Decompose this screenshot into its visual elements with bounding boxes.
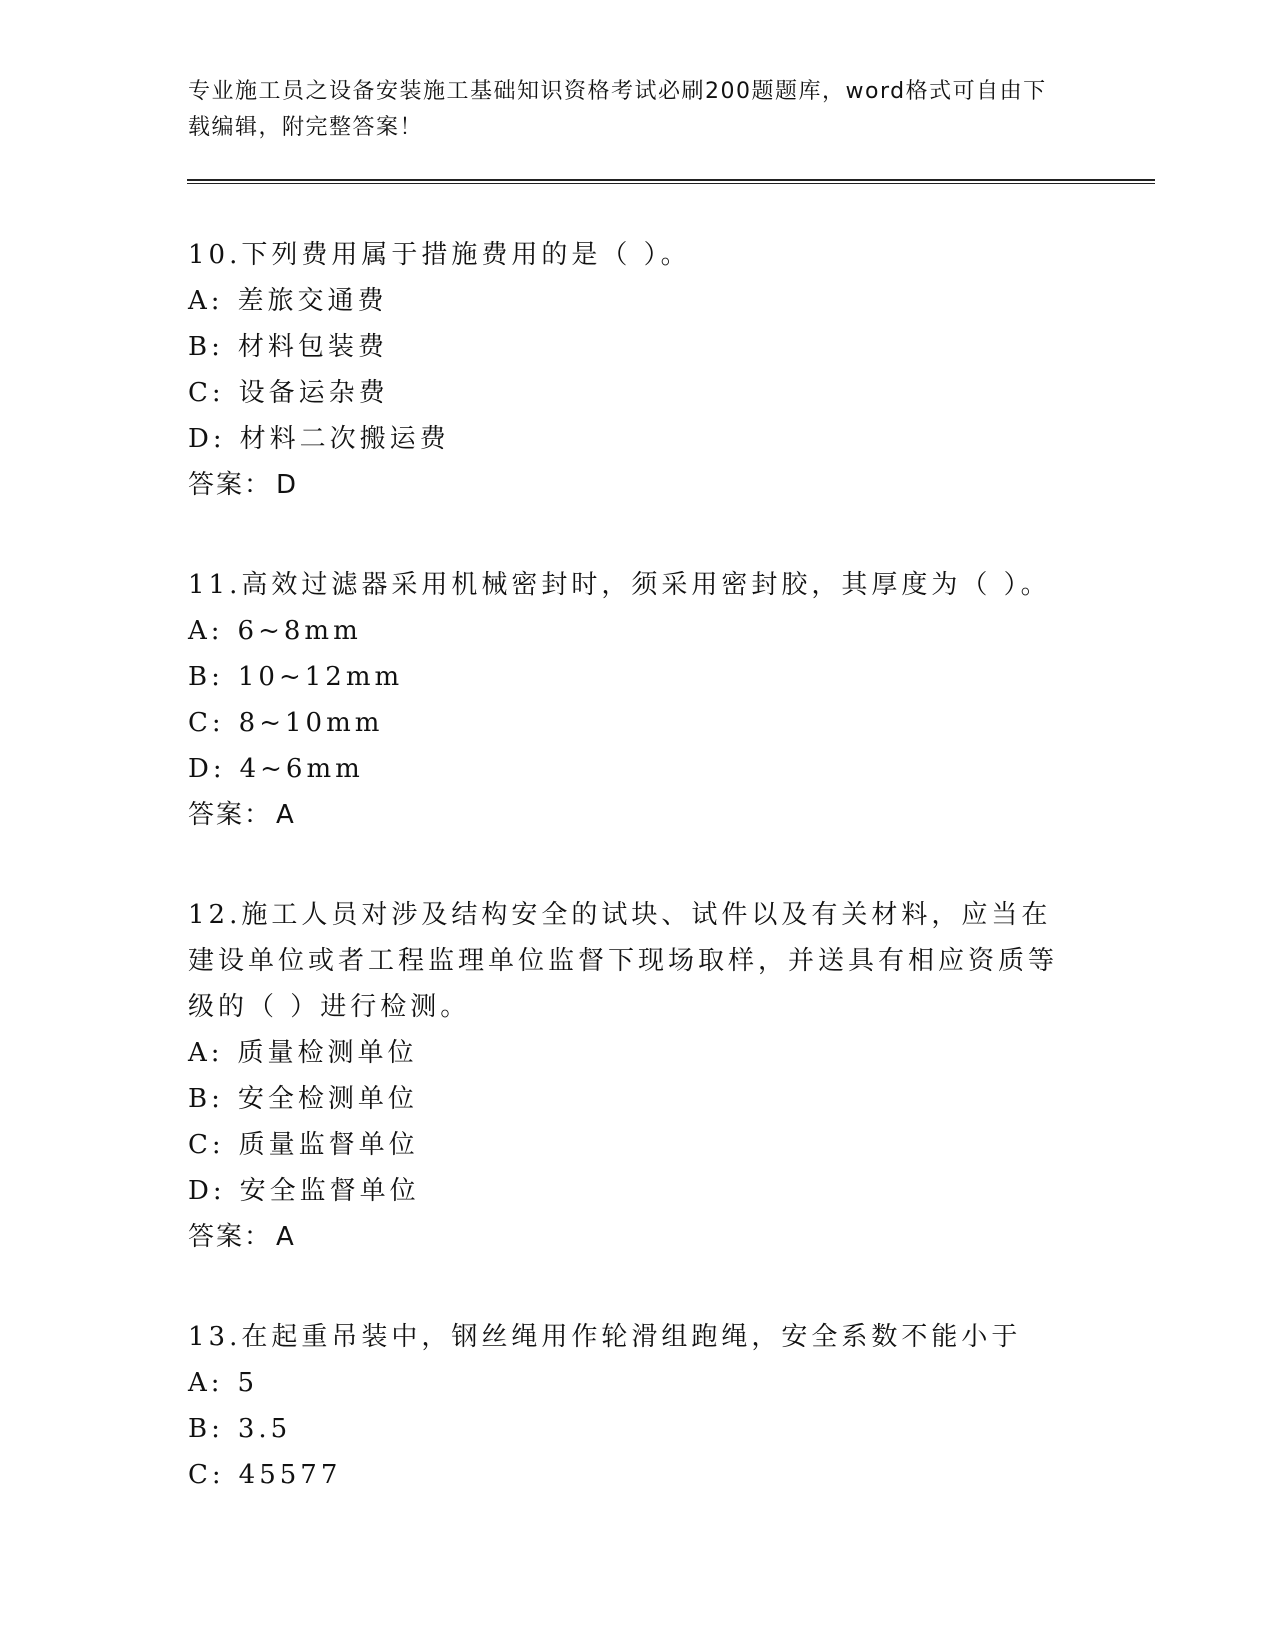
option-text: 3.5 [237, 1414, 292, 1444]
question-stem: 11.高效过滤器采用机械密封时，须采用密封胶，其厚度为（ ）。 [188, 570, 1051, 600]
option-c [188, 370, 1088, 416]
option-letter: A: [188, 1038, 224, 1068]
answer-value: D [276, 470, 299, 500]
question-13 [188, 1314, 1088, 1498]
question-stem: 12.施工人员对涉及结构安全的试块、试件以及有关材料，应当在建设单位或者工程监理单位监督下现场取样，并送具有相应资质等级的（ ）进行检测。 [188, 900, 1059, 1022]
option-letter: D: [188, 424, 226, 454]
answer-value: A [276, 800, 296, 830]
question-list [188, 232, 1088, 1552]
answer-line [188, 1214, 1088, 1260]
answer-value: A [276, 1222, 296, 1252]
option-d [188, 1168, 1088, 1214]
option-text: 5 [237, 1368, 259, 1398]
question-10 [188, 232, 1088, 508]
option-d [188, 416, 1088, 462]
answer-label: 答案： [188, 470, 273, 500]
option-letter: B: [188, 1414, 224, 1444]
option-text: 安全监督单位 [239, 1176, 420, 1206]
header-divider [187, 179, 1155, 184]
option-a [188, 278, 1088, 324]
option-text: 4~6mm [239, 754, 364, 784]
option-b [188, 1076, 1088, 1122]
option-letter: A: [188, 286, 224, 316]
option-text: 45577 [238, 1460, 342, 1490]
option-letter: D: [188, 1176, 226, 1206]
option-letter: C: [188, 708, 225, 738]
question-stem: 13.在起重吊装中，钢丝绳用作轮滑组跑绳，安全系数不能小于 [188, 1322, 1022, 1352]
option-letter: A: [188, 1368, 224, 1398]
option-letter: B: [188, 1084, 224, 1114]
question-11 [188, 562, 1088, 838]
option-letter: B: [188, 662, 224, 692]
option-a [188, 1360, 1088, 1406]
answer-label: 答案： [188, 1222, 273, 1252]
option-text: 差旅交通费 [237, 286, 388, 316]
option-text: 设备运杂费 [238, 378, 389, 408]
option-text: 6~8mm [237, 616, 362, 646]
option-text: 10~12mm [237, 662, 404, 692]
option-c [188, 700, 1088, 746]
option-letter: D: [188, 754, 226, 784]
option-text: 材料包装费 [237, 332, 388, 362]
option-c [188, 1122, 1088, 1168]
question-12 [188, 892, 1088, 1260]
option-text: 质量检测单位 [237, 1038, 418, 1068]
answer-label: 答案： [188, 800, 273, 830]
option-letter: B: [188, 332, 224, 362]
question-stem: 10.下列费用属于措施费用的是（ ）。 [188, 240, 691, 270]
option-letter: C: [188, 1460, 225, 1490]
option-d [188, 746, 1088, 792]
option-b [188, 1406, 1088, 1452]
answer-line [188, 462, 1088, 508]
option-b [188, 654, 1088, 700]
option-letter: C: [188, 378, 225, 408]
option-letter: A: [188, 616, 224, 646]
answer-line [188, 792, 1088, 838]
document-header: 专业施工员之设备安装施工基础知识资格考试必刷200题题库，word格式可自由下载编辑，附完整答案！ [188, 79, 1047, 140]
option-a [188, 608, 1088, 654]
option-a [188, 1030, 1088, 1076]
option-text: 材料二次搬运费 [239, 424, 450, 454]
option-letter: C: [188, 1130, 225, 1160]
option-text: 8~10mm [238, 708, 384, 738]
option-text: 质量监督单位 [238, 1130, 419, 1160]
option-c [188, 1452, 1088, 1498]
option-b [188, 324, 1088, 370]
option-text: 安全检测单位 [237, 1084, 418, 1114]
